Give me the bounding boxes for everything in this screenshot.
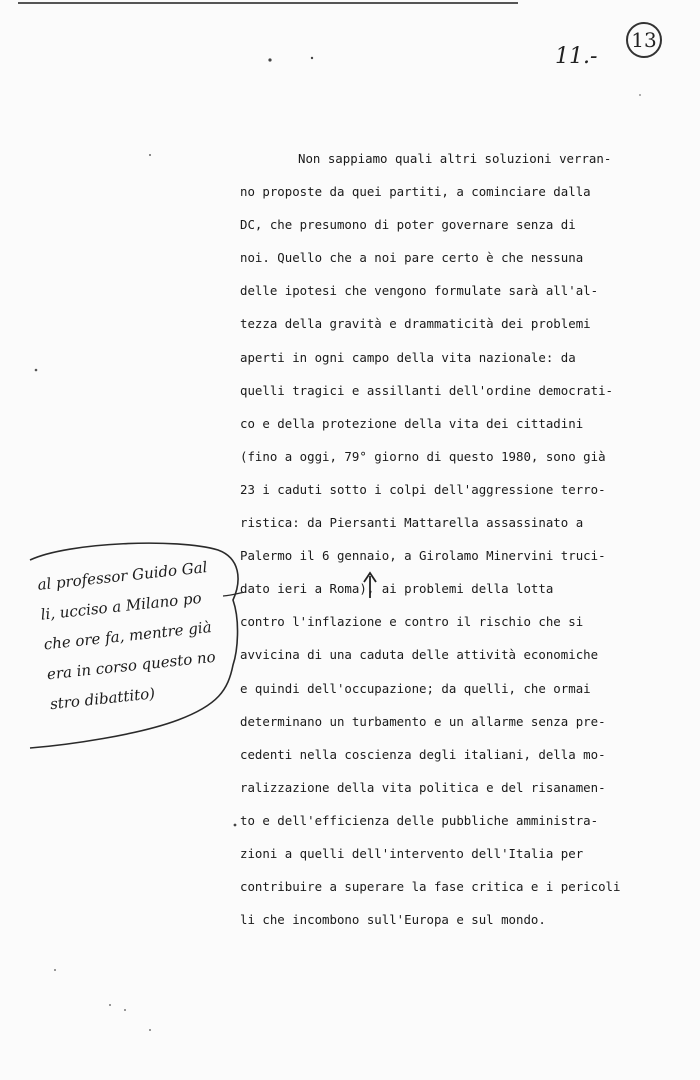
page-number: 11.- [555,44,598,69]
text-line: (fino a oggi, 79° giorno di questo 1980, sono già [240,448,606,464]
folio-number: 13 [631,28,657,52]
text-line: tezza della gravità e drammaticità dei problemi [240,316,591,332]
text-line: Palermo il 6 gennaio, a Girolamo Minervini truci- [240,548,606,564]
note-line: era in corso questo no [46,647,217,684]
text-line: quelli tragici e assillanti dell'ordine democrati- [240,382,613,398]
note-line: stro dibattito) [49,684,156,714]
text-line: Non sappiamo quali altri soluzioni verran- [298,151,612,166]
text-line: e quindi dell'occupazione; da quelli, che ormai [240,680,591,696]
text-line: delle ipotesi che vengono formulate sarà all'al- [240,283,599,299]
text-line: 23 i caduti sotto i colpi dell'aggressione terro- [240,481,606,497]
text-line: zioni a quelli dell'intervento dell'Italia per [240,845,584,861]
text-line: li che incombono sull'Europa e sul mondo. [240,912,546,928]
text-line: avvicina di una caduta delle attività economiche [240,647,599,663]
text-line: noi. Quello che a noi pare certo è che nessuna [240,250,584,266]
text-line: dato ieri a Roma), ai problemi della lotta [240,581,554,597]
text-line: no proposte da quei partiti, a cominciare dalla [240,184,591,200]
text-line: ristica: da Piersanti Mattarella assassinato a [240,515,584,531]
text-line: co e della protezione della vita dei cittadini [240,415,584,431]
text-line: DC, che presumono di poter governare senza di [240,217,576,233]
note-line: al professor Guido Gal [36,558,209,594]
text-line: aperti in ogni campo della vita nazionale: da [240,349,576,365]
text-line: to e dell'efficienza delle pubbliche amministra- [240,812,599,828]
text-line: contro l'inflazione e contro il rischio che si [240,614,584,630]
note-line: li, ucciso a Milano po [39,588,203,624]
text-line: contribuire a superare la fase critica e i pericoli [240,879,621,895]
text-line: cedenti nella coscienza degli italiani, della mo- [240,746,606,762]
note-line: che ore fa, mentre già [42,618,213,654]
text-line: determinano un turbamento e un allarme senza pre- [240,713,606,729]
text-line: ralizzazione della vita politica e del risanamen- [240,779,606,795]
